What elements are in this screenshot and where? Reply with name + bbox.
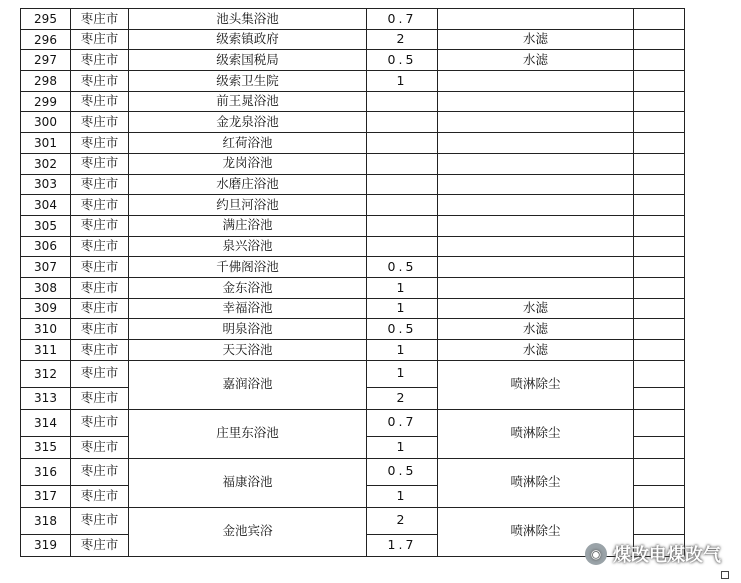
name-cell: 前王晁浴池 (129, 91, 367, 112)
empty-cell (634, 360, 685, 387)
city-cell: 枣庄市 (71, 91, 129, 112)
table-row (21, 507, 685, 534)
row-number: 298 (21, 71, 71, 92)
table-row (21, 9, 685, 30)
amount-cell: 0.5 (367, 257, 438, 278)
table-row (21, 215, 685, 236)
amount-cell: 0.5 (367, 458, 438, 485)
row-number: 297 (21, 50, 71, 71)
method-cell (438, 153, 634, 174)
city-cell: 枣庄市 (71, 112, 129, 133)
table-row (21, 409, 685, 436)
amount-cell: 1 (367, 436, 438, 458)
name-cell: 红荷浴池 (129, 133, 367, 154)
row-number: 305 (21, 215, 71, 236)
table-body (21, 9, 685, 557)
row-number: 302 (21, 153, 71, 174)
method-cell: 水滤 (438, 340, 634, 361)
name-cell: 金池宾浴 (129, 507, 367, 556)
city-cell: 枣庄市 (71, 534, 129, 556)
table-row (21, 298, 685, 319)
amount-cell: 1 (367, 298, 438, 319)
method-cell (438, 91, 634, 112)
amount-cell (367, 91, 438, 112)
amount-cell: 0.7 (367, 9, 438, 30)
city-cell: 枣庄市 (71, 409, 129, 436)
method-cell (438, 133, 634, 154)
amount-cell (367, 112, 438, 133)
empty-cell (634, 9, 685, 30)
city-cell: 枣庄市 (71, 236, 129, 257)
name-cell: 池头集浴池 (129, 9, 367, 30)
name-cell: 泉兴浴池 (129, 236, 367, 257)
empty-cell (634, 485, 685, 507)
city-cell: 枣庄市 (71, 9, 129, 30)
table-row (21, 91, 685, 112)
name-cell: 约旦河浴池 (129, 195, 367, 216)
row-number: 304 (21, 195, 71, 216)
empty-cell (634, 409, 685, 436)
amount-cell (367, 133, 438, 154)
empty-cell (634, 507, 685, 534)
city-cell: 枣庄市 (71, 257, 129, 278)
row-number: 314 (21, 409, 71, 436)
city-cell: 枣庄市 (71, 50, 129, 71)
row-number: 316 (21, 458, 71, 485)
method-cell: 喷淋除尘 (438, 458, 634, 507)
method-cell (438, 174, 634, 195)
row-number: 311 (21, 340, 71, 361)
amount-cell: 1 (367, 485, 438, 507)
name-cell: 天天浴池 (129, 340, 367, 361)
amount-cell: 1 (367, 71, 438, 92)
table-row (21, 458, 685, 485)
city-cell: 枣庄市 (71, 71, 129, 92)
method-cell (438, 112, 634, 133)
name-cell: 水磨庄浴池 (129, 174, 367, 195)
watermark-text: 煤改电煤改气 (613, 545, 721, 566)
empty-cell (634, 50, 685, 71)
method-cell: 喷淋除尘 (438, 507, 634, 556)
empty-cell (634, 174, 685, 195)
method-cell: 水滤 (438, 50, 634, 71)
city-cell: 枣庄市 (71, 436, 129, 458)
city-cell: 枣庄市 (71, 458, 129, 485)
city-cell: 枣庄市 (71, 195, 129, 216)
row-number: 317 (21, 485, 71, 507)
city-cell: 枣庄市 (71, 507, 129, 534)
amount-cell (367, 174, 438, 195)
method-cell (438, 277, 634, 298)
row-number: 309 (21, 298, 71, 319)
city-cell: 枣庄市 (71, 174, 129, 195)
empty-cell (634, 91, 685, 112)
watermark (585, 541, 721, 567)
empty-cell (634, 215, 685, 236)
empty-cell (634, 195, 685, 216)
row-number: 306 (21, 236, 71, 257)
amount-cell (367, 236, 438, 257)
row-number: 296 (21, 29, 71, 50)
table-row (21, 277, 685, 298)
method-cell (438, 9, 634, 30)
amount-cell: 1.7 (367, 534, 438, 556)
name-cell: 级索国税局 (129, 50, 367, 71)
name-cell: 龙岗浴池 (129, 153, 367, 174)
amount-cell: 2 (367, 387, 438, 409)
city-cell: 枣庄市 (71, 340, 129, 361)
table-row (21, 360, 685, 387)
empty-cell (634, 340, 685, 361)
name-cell: 金东浴池 (129, 277, 367, 298)
city-cell: 枣庄市 (71, 29, 129, 50)
name-cell: 嘉润浴池 (129, 360, 367, 409)
table-row (21, 29, 685, 50)
name-cell: 级索卫生院 (129, 71, 367, 92)
table-row (21, 112, 685, 133)
row-number: 303 (21, 174, 71, 195)
corner-marker (721, 571, 729, 579)
row-number: 315 (21, 436, 71, 458)
empty-cell (634, 71, 685, 92)
table-row (21, 71, 685, 92)
method-cell (438, 215, 634, 236)
amount-cell: 0.7 (367, 409, 438, 436)
row-number: 318 (21, 507, 71, 534)
table-row (21, 195, 685, 216)
city-cell: 枣庄市 (71, 387, 129, 409)
row-number: 310 (21, 319, 71, 340)
empty-cell (634, 133, 685, 154)
amount-cell: 0.5 (367, 50, 438, 71)
amount-cell: 1 (367, 277, 438, 298)
amount-cell: 1 (367, 360, 438, 387)
name-cell: 千佛阁浴池 (129, 257, 367, 278)
amount-cell (367, 215, 438, 236)
method-cell: 水滤 (438, 319, 634, 340)
row-number: 295 (21, 9, 71, 30)
empty-cell (634, 458, 685, 485)
table-row (21, 340, 685, 361)
table-row (21, 133, 685, 154)
city-cell: 枣庄市 (71, 360, 129, 387)
table-row (21, 319, 685, 340)
row-number: 308 (21, 277, 71, 298)
name-cell: 福康浴池 (129, 458, 367, 507)
amount-cell: 2 (367, 29, 438, 50)
name-cell: 级索镇政府 (129, 29, 367, 50)
name-cell: 幸福浴池 (129, 298, 367, 319)
amount-cell (367, 195, 438, 216)
empty-cell (634, 387, 685, 409)
method-cell (438, 71, 634, 92)
method-cell (438, 195, 634, 216)
row-number: 300 (21, 112, 71, 133)
row-number: 301 (21, 133, 71, 154)
table-row (21, 257, 685, 278)
row-number: 312 (21, 360, 71, 387)
name-cell: 金龙泉浴池 (129, 112, 367, 133)
row-number: 307 (21, 257, 71, 278)
city-cell: 枣庄市 (71, 485, 129, 507)
method-cell (438, 236, 634, 257)
name-cell: 明泉浴池 (129, 319, 367, 340)
empty-cell (634, 277, 685, 298)
city-cell: 枣庄市 (71, 298, 129, 319)
city-cell: 枣庄市 (71, 215, 129, 236)
method-cell: 水滤 (438, 298, 634, 319)
data-table (20, 8, 685, 557)
empty-cell (634, 257, 685, 278)
method-cell: 喷淋除尘 (438, 360, 634, 409)
city-cell: 枣庄市 (71, 277, 129, 298)
name-cell: 满庄浴池 (129, 215, 367, 236)
empty-cell (634, 153, 685, 174)
empty-cell (634, 319, 685, 340)
row-number: 313 (21, 387, 71, 409)
empty-cell (634, 436, 685, 458)
city-cell: 枣庄市 (71, 153, 129, 174)
method-cell (438, 257, 634, 278)
name-cell: 庄里东浴池 (129, 409, 367, 458)
method-cell: 水滤 (438, 29, 634, 50)
amount-cell: 2 (367, 507, 438, 534)
city-cell: 枣庄市 (71, 133, 129, 154)
amount-cell: 1 (367, 340, 438, 361)
empty-cell (634, 236, 685, 257)
empty-cell (634, 298, 685, 319)
empty-cell (634, 29, 685, 50)
table-row (21, 174, 685, 195)
row-number: 319 (21, 534, 71, 556)
amount-cell: 0.5 (367, 319, 438, 340)
wechat-icon: ◉ (585, 543, 607, 565)
amount-cell (367, 153, 438, 174)
city-cell: 枣庄市 (71, 319, 129, 340)
table-row (21, 236, 685, 257)
table-row (21, 153, 685, 174)
table-row (21, 50, 685, 71)
method-cell: 喷淋除尘 (438, 409, 634, 458)
row-number: 299 (21, 91, 71, 112)
empty-cell (634, 112, 685, 133)
